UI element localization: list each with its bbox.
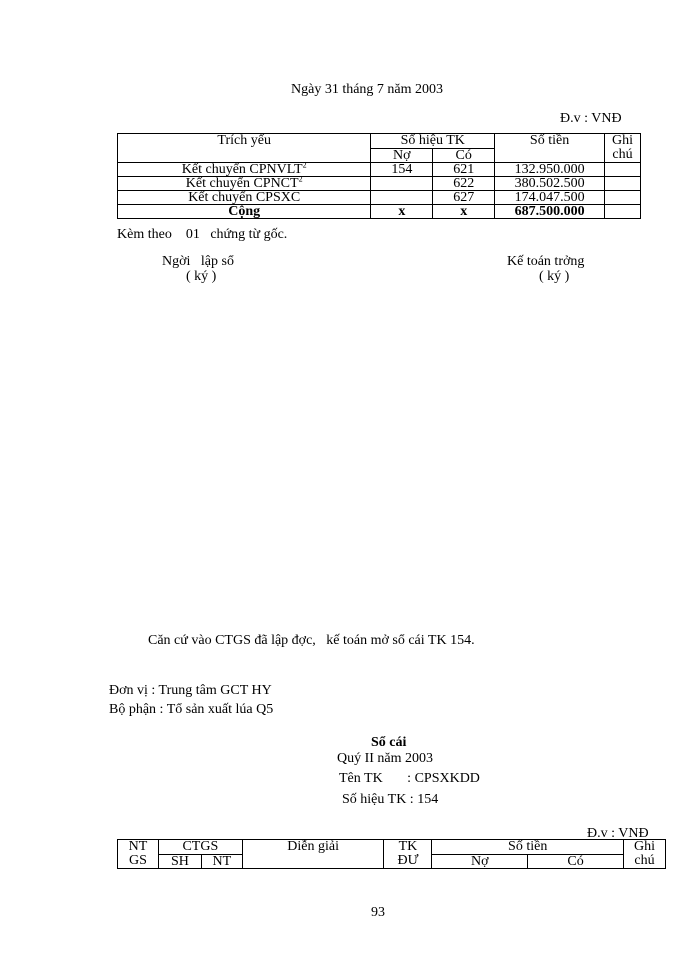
total-note [605, 205, 641, 219]
preparer-title: Ngời lập sổ [162, 254, 234, 269]
ledger-account-name: Tên TK : CPSXKDD [339, 771, 480, 786]
col-summary: Trích yếu [118, 134, 371, 163]
ledger-col-nt-gs: NT GS [118, 840, 159, 869]
total-amount: 687.500.000 [495, 205, 605, 219]
ledger-title: Sổ cái [371, 735, 407, 750]
ledger-col-tk-du: TK ĐƯ [384, 840, 432, 869]
ledger-col-ctgs: CTGS [158, 840, 242, 855]
row-credit: 627 [433, 191, 495, 205]
ledger-col-credit: Có [528, 854, 624, 869]
preparer-sign: ( ký ) [186, 269, 217, 284]
ledger-col-nt: NT [201, 854, 242, 869]
accountant-sign: ( ký ) [539, 269, 570, 284]
total-label: Cộng [118, 205, 371, 219]
table-row [118, 163, 641, 177]
row-amount: 380.502.500 [495, 177, 605, 191]
ledger-col-note: Ghi chú [623, 840, 665, 869]
ledger-unit-label: Đ.v : VNĐ [587, 826, 649, 841]
row-note [605, 177, 641, 191]
voucher-unit-label: Đ.v : VNĐ [560, 111, 622, 126]
col-debit: Nợ [371, 148, 433, 163]
row-amount: 132.950.000 [495, 163, 605, 177]
attachment-line: Kèm theo 01 chứng từ gốc. [117, 227, 288, 242]
row-credit: 622 [433, 177, 495, 191]
col-account-no: Số hiệu TK [371, 134, 495, 149]
ledger-period: Quý II năm 2003 [337, 751, 434, 766]
ledger-account-no: Số hiệu TK : 154 [342, 792, 439, 807]
table-row [118, 191, 641, 205]
total-credit: x [433, 205, 495, 219]
total-debit: x [371, 205, 433, 219]
org-unit: Đơn vị : Trung tâm GCT HY [109, 683, 272, 698]
table-row [118, 177, 641, 191]
col-amount: Số tiền [495, 134, 605, 163]
ledger-intro: Căn cứ vào CTGS đã lập đợc, kế toán mở sổ cái TK 154. [148, 633, 475, 648]
ledger-col-sh: SH [158, 854, 201, 869]
ledger-col-amount: Số tiền [432, 840, 624, 855]
row-summary: Kết chuyển CPNCT$^2$ [118, 177, 371, 191]
ledger-col-debit: Nợ [432, 854, 528, 869]
ledger-col-description: Diễn giải [242, 840, 384, 869]
col-note: Ghi chú [605, 134, 641, 163]
voucher-table [117, 133, 641, 219]
row-summary: Kết chuyển CPSXC [118, 191, 371, 205]
row-amount: 174.047.500 [495, 191, 605, 205]
page-number: 93 [371, 905, 385, 920]
row-debit [371, 177, 433, 191]
voucher-date: Ngày 31 tháng 7 năm 2003 [291, 82, 444, 97]
row-note [605, 191, 641, 205]
row-credit: 621 [433, 163, 495, 177]
row-debit: 154 [371, 163, 433, 177]
accountant-title: Kế toán trởng [507, 254, 585, 269]
row-note [605, 163, 641, 177]
row-summary: Kết chuyển CPNVLT$^2$ [118, 163, 371, 177]
col-credit: Có [433, 148, 495, 163]
org-division: Bộ phận : Tổ sản xuất lúa Q5 [109, 702, 274, 717]
ledger-table [117, 839, 666, 869]
total-row [118, 205, 641, 219]
row-debit [371, 191, 433, 205]
